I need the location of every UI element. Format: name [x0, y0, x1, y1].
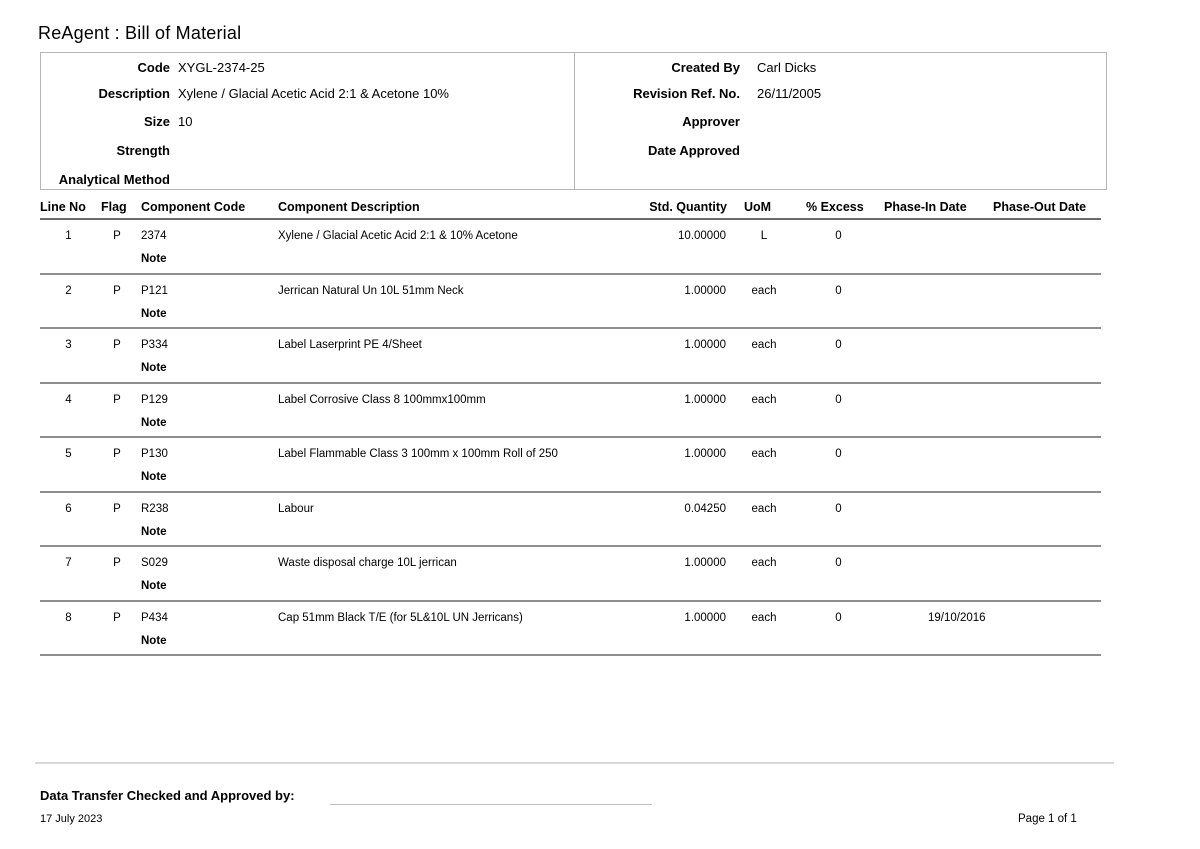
code-label: Code — [137, 60, 170, 75]
component-code-cell: S029 — [141, 557, 168, 569]
flag-cell: P — [113, 611, 121, 624]
excess-cell: 0 — [835, 393, 842, 406]
note-label: Note — [141, 634, 167, 647]
bom-row-1 — [40, 220, 1101, 275]
uom-cell: L — [760, 230, 768, 242]
revision-ref-label: Revision Ref. No. — [633, 86, 740, 101]
component-code-cell: R238 — [141, 502, 169, 515]
note-label: Note — [141, 580, 167, 592]
field-size — [42, 114, 192, 129]
note-label: Note — [141, 307, 167, 320]
field-revision-ref — [574, 86, 821, 101]
table-header — [0, 200, 1200, 220]
table-body — [0, 220, 1200, 656]
line-no-cell: 3 — [65, 339, 72, 351]
line-no-cell: 1 — [65, 230, 72, 242]
note-label: Note — [141, 471, 167, 483]
col-header-component-description: Component Description — [278, 200, 420, 214]
bom-row-2 — [40, 275, 1101, 330]
line-no-cell: 8 — [65, 611, 72, 624]
excess-cell: 0 — [835, 230, 842, 242]
code-value: XYGL-2374-25 — [178, 60, 265, 75]
field-strength — [42, 143, 178, 158]
std-quantity-cell: 1.00000 — [684, 448, 726, 460]
std-quantity-cell: 1.00000 — [684, 611, 726, 624]
std-quantity-cell: 1.00000 — [684, 339, 726, 351]
print-date: 17 July 2023 — [40, 813, 103, 825]
col-header-phase-in-date: Phase-In Date — [884, 200, 967, 214]
footer-divider-rule — [35, 762, 1114, 764]
component-description-cell: Jerrican Natural Un 10L 51mm Neck — [278, 284, 464, 297]
component-code-cell: P130 — [141, 448, 168, 460]
uom-cell: each — [751, 557, 777, 569]
uom-cell: each — [751, 284, 777, 297]
flag-cell: P — [113, 557, 121, 569]
flag-cell: P — [113, 393, 121, 406]
component-description-cell: Labour — [278, 502, 314, 515]
note-label: Note — [141, 362, 167, 374]
bom-row-4 — [40, 384, 1101, 439]
uom-cell: each — [751, 393, 777, 406]
component-code-cell: P121 — [141, 284, 168, 297]
line-no-cell: 7 — [65, 557, 72, 569]
approver-label: Approver — [682, 114, 740, 129]
component-code-cell: P334 — [141, 339, 168, 351]
field-created-by — [574, 60, 816, 75]
size-value: 10 — [178, 114, 193, 129]
excess-cell: 0 — [835, 284, 842, 297]
revision-ref-value: 26/11/2005 — [757, 86, 822, 101]
excess-cell: 0 — [835, 557, 842, 569]
size-label: Size — [143, 114, 170, 129]
signature-line — [330, 804, 652, 805]
uom-cell: each — [751, 611, 777, 624]
component-description-cell: Waste disposal charge 10L jerrican — [278, 557, 457, 569]
page-number: Page 1 of 1 — [1018, 813, 1077, 825]
created-by-value: Carl Dicks — [757, 60, 817, 75]
component-description-cell: Label Corrosive Class 8 100mmx100mm — [278, 393, 486, 406]
std-quantity-cell: 0.04250 — [684, 502, 726, 515]
uom-cell: each — [751, 339, 777, 351]
bom-row-8 — [40, 602, 1101, 657]
flag-cell: P — [113, 284, 121, 297]
created-by-label: Created By — [671, 60, 740, 75]
component-code-cell: P434 — [141, 611, 168, 624]
component-description-cell: Label Laserprint PE 4/Sheet — [278, 339, 422, 351]
note-label: Note — [141, 253, 167, 265]
component-description-cell: Label Flammable Class 3 100mm x 100mm Roll of 250 — [278, 448, 558, 460]
excess-cell: 0 — [835, 611, 842, 624]
line-no-cell: 4 — [65, 393, 72, 406]
line-no-cell: 5 — [65, 448, 72, 460]
note-label: Note — [141, 525, 167, 538]
line-no-cell: 2 — [65, 284, 72, 297]
flag-cell: P — [113, 502, 121, 515]
col-header-std-quantity: Std. Quantity — [649, 200, 727, 214]
component-description-cell: Cap 51mm Black T/E (for 5L&10L UN Jerricans) — [278, 611, 523, 624]
excess-cell: 0 — [835, 339, 842, 351]
strength-label: Strength — [116, 143, 170, 158]
col-header-flag: Flag — [101, 200, 127, 214]
description-value: Xylene / Glacial Acetic Acid 2:1 & Acetone 10% — [178, 86, 449, 101]
line-no-cell: 6 — [65, 502, 72, 515]
col-header-excess: % Excess — [806, 200, 864, 214]
approval-label: Data Transfer Checked and Approved by: — [40, 788, 295, 803]
std-quantity-cell: 1.00000 — [684, 393, 726, 406]
col-header-phase-out-date: Phase-Out Date — [993, 200, 1087, 214]
date-approved-label: Date Approved — [648, 143, 740, 158]
excess-cell: 0 — [835, 502, 842, 515]
col-header-component-code: Component Code — [141, 200, 246, 214]
analytical-method-label: Analytical Method — [58, 172, 170, 187]
note-label: Note — [141, 416, 167, 429]
field-analytical-method — [42, 172, 178, 187]
std-quantity-cell: 1.00000 — [684, 557, 726, 569]
bom-row-3 — [40, 329, 1101, 384]
uom-cell: each — [751, 502, 777, 515]
field-description — [42, 86, 449, 101]
component-description-cell: Xylene / Glacial Acetic Acid 2:1 & 10% Acetone — [278, 230, 518, 242]
page-title: ReAgent : Bill of Material — [38, 23, 242, 43]
col-header-line-no: Line No — [40, 200, 86, 214]
flag-cell: P — [113, 339, 121, 351]
description-label: Description — [98, 86, 170, 101]
col-header-uom: UoM — [744, 200, 772, 214]
field-approver — [574, 114, 757, 129]
std-quantity-cell: 1.00000 — [684, 284, 726, 297]
bom-row-6 — [40, 493, 1101, 548]
phase-in-date-cell: 19/10/2016 — [928, 611, 986, 624]
std-quantity-cell: 10.00000 — [678, 230, 726, 242]
uom-cell: each — [751, 448, 777, 460]
flag-cell: P — [113, 230, 121, 242]
component-code-cell: P129 — [141, 393, 168, 406]
flag-cell: P — [113, 448, 121, 460]
field-code — [42, 60, 265, 75]
bom-row-7 — [40, 547, 1101, 602]
component-code-cell: 2374 — [141, 230, 167, 242]
field-date-approved — [574, 143, 757, 158]
excess-cell: 0 — [835, 448, 842, 460]
bom-row-5 — [40, 438, 1101, 493]
